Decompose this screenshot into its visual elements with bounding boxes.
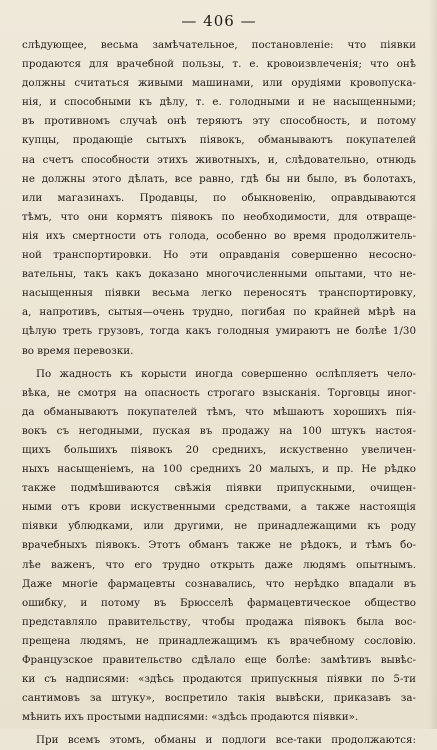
paragraph: [22, 365, 416, 728]
text-line: насыщенныя піявки весьма легко переносятъ транспортировку,: [22, 287, 416, 300]
text-line: вокъ съ негодными, пуская въ продажу на 100 штукъ настоя-: [22, 424, 416, 437]
page-edge-shadow: [429, 0, 437, 729]
text-line: также подмѣшиваются свѣжія піявки припускными, очищен-: [22, 482, 416, 495]
text-line: щихъ большихъ піявокъ 20 среднихъ, искуственно увеличен-: [22, 443, 416, 456]
text-line: продаются для врачебной пользы, т. е. кровоизвлеченія; что онѣ: [22, 58, 416, 71]
text-line: во время перевозки.: [22, 344, 134, 357]
text-line: піявки ублюдками, или другими, не принадлежащими къ роду: [22, 520, 416, 533]
text-line: нія ихъ смертности отъ голода, особенно во время продолжитель-: [22, 229, 416, 242]
text-line: купцы, продающіе сытыхъ піявокъ, обманываютъ покупателей: [22, 134, 416, 147]
text-line: лѣе важенъ, что его трудно открыть даже людямъ опытнымъ.: [22, 558, 416, 571]
text-line: вѣка, не смотря на опасность строгаго взысканія. Торговцы иног-: [22, 386, 416, 399]
text-line: представляло правительству, чтобы продажа піявокъ была вос-: [22, 615, 416, 628]
text-line: нія, и способными къ дѣлу, т. е. голодными и не насыщенными;: [22, 96, 416, 109]
text-line: да обманываютъ покупателей тѣмъ, что мѣшаютъ хорошихъ пія-: [22, 405, 416, 418]
text-line: должны считаться живыми машинами, или орудіями кровопуска-: [22, 77, 416, 90]
text-line: а, напротивъ, сытыя—очень трудно, погибая по крайней мѣрѣ на: [22, 306, 416, 319]
text-line: прещена людямъ, не принадлежащимъ къ врачебному сословію.: [22, 634, 416, 647]
text-line: слѣдующее, весьма замѣчательное, постановленіе: что піявки: [22, 39, 416, 51]
text-line: вательны, такъ какъ доказано многочисленными опытами, что не-: [22, 268, 416, 281]
text-line: цѣлую треть грузовъ, тогда какъ голодныя умираютъ не болѣе 1/30: [22, 325, 416, 338]
body-text: [22, 36, 416, 750]
text-line: ошибку, и потому въ Брюсселѣ фармацевтическое общество: [22, 596, 416, 609]
text-line: или магазинахъ. Продавцы, по обыкновенію, оправдываются: [22, 191, 416, 204]
text-line: ными отъ крови искуственными средствами, а также настоящія: [22, 501, 416, 514]
text-line: на счетъ способности этихъ животныхъ, и, слѣдовательно, отнюдь: [22, 153, 416, 166]
page-number: — 406 —: [181, 12, 257, 30]
text-line: въ противномъ случаѣ онѣ теряютъ эту способность, и потому: [22, 115, 416, 128]
text-line: По жадность къ корысти иногда совершенно ослѣпляетъ чело-: [36, 367, 416, 380]
text-line: Французское правительство сдѣлало еще болѣе: замѣтивъ вывѣс-: [22, 654, 416, 666]
paragraph: [22, 36, 416, 361]
text-line: сантимовъ за штуку», воспретило такія вывѣски, приказавъ за-: [22, 692, 416, 705]
text-line: мѣнить ихъ простыми надписями: «здѣсь продаются піявки».: [22, 711, 359, 724]
text-line: не должны этого дѣлать, все равно, гдѣ бы ни было, въ болотахъ,: [22, 172, 416, 185]
paragraph: [22, 731, 416, 750]
text-line: ныхъ насыщеніемъ, на 100 среднихъ 20 малыхъ, и пр. Не рѣдко: [22, 463, 416, 476]
text-line: тѣмъ, что они кормятъ піявокъ по необходимости, для отвраще-: [22, 210, 416, 223]
text-line: врачебныхъ піявокъ. Этотъ обманъ также не рѣдокъ, и тѣмъ бо-: [22, 539, 416, 552]
text-line: ной транспортировки. Но эти оправданія совершенно несосно-: [22, 249, 416, 262]
text-line: Даже многіе фармацевты сознавались, что нерѣдко впадали въ: [22, 577, 416, 590]
text-line: При всемъ этомъ, обманы и подлоги все-таки продолжаются:: [36, 734, 416, 747]
text-line: ки съ надписями: «здѣсь продаются припускныя піявки по 5-ти: [22, 673, 416, 686]
